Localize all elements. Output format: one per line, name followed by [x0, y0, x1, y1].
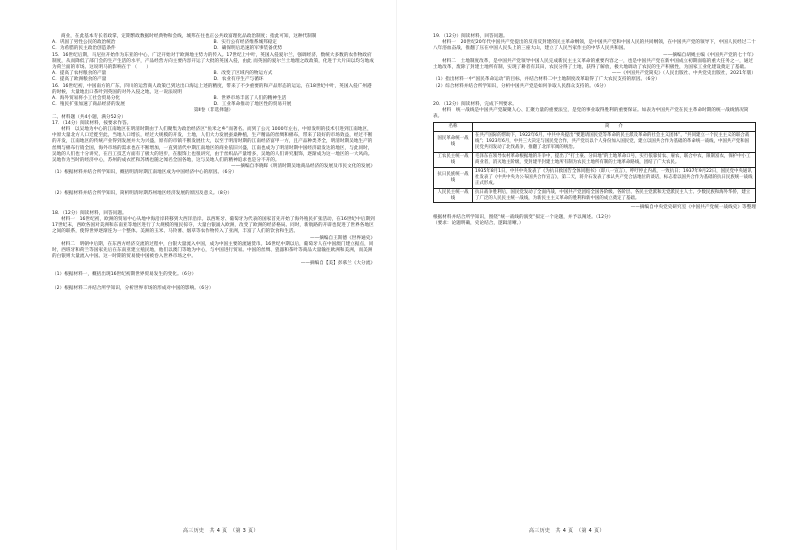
q14-options-cd	[52, 46, 375, 52]
q17-material: 材料 以吴地为中心的江南地区在明清时期由于人们聚集为政治经济区“鱼米之乡”而著名。而到了公元 1000年左右，中原发明的技术引进到江南地区，中原大量北方人口迁徙至此，当地人口增长，经过大规模的开发，土地，人们大力发展蚕桑种植，生产精品的丝绸和棉布，带来了较好的市场效益，经过不断的开发，江南地区的传统产业得到发展并大为兴盛，原有的市镇不断发展壮大，以至于明清时期的江南经济富甲一方，且产品种类齐全，明清时期吴地生产的丝绸与棉布行销全国，海外市场的需求也在不断增加，一直到清代中期江南地区的商业依旧兴盛，江南也成为了明清时期中国经济最发达的地区，与此同时，吴地的人们也十分讲究，在百工技艺方面有了极大的进步，在服饰上也很讲究，由于丝织品产量增多，吴地的人们讲究服饰，逐渐成为这一地区的一大风尚。吴地作为当时的经济中心，苏州的成衣匠和苏绣也随之闻名全国各地，这与吴地人们的精神追求也是分不开的。	[52, 127, 373, 164]
q18-source-2: ——摘编自【美】彭慕兰《大分流》	[300, 260, 375, 266]
q19-material-2: 材料二 土地制度改革，是中国共产党领导中国人民完成新民主主义革命的重要内容之一，也是中国共产党在新中国成立初期面临的重大任务之一，通过土地改革，废除了封建土地所有制，实现了耕者有其田，农民分得了土地，获得了解放，极大地调动了农民的生产积极性，为国家工业化建设奠定了基础。	[433, 58, 754, 71]
q14-option-c: C．为希腊的民主政治创造条件	[52, 46, 116, 52]
q18-material-1: 材料一 16世纪初，欧洲的贸易中心从地中海沿岸转移到大西洋沿岸。以西班牙、葡萄牙为代表的国家首先开始了海外殖民扩张活动，在16世纪中后期到17世纪末，西欧各国对美洲和东南亚等地区进行了大规模的殖民掠夺，大量白银涌入欧洲，改变了欧洲的经济格局。同时，新航路的开辟也促进了世界各地区之间的联系，使得世界逐渐连为一个整体。美洲的玉米、马铃薯、烟草等农作物传入了亚洲，丰富了人们的饮食和生活。	[52, 217, 375, 235]
left-page-footer: 高三历史 共 4 页 （第 3 页）	[183, 528, 259, 534]
q14-option-a: A．巩固了男性公民的政治统治	[52, 40, 116, 46]
right-column	[433, 34, 756, 227]
q15-options-cd	[52, 77, 375, 83]
q17-task-1: （1）根据材料并结合所学知识，概括明清时期江南地区成为中国经济中心的原因。（6分）	[52, 170, 237, 176]
united-front-table	[433, 122, 756, 203]
left-column	[52, 34, 375, 292]
table-row	[434, 153, 756, 168]
q14-stem-tail: 商业，在此基本专长者政掌，定期繁政数据时经典物和会线，城邦在往也正公共政富理化品政治制度；指此可知，这种代制制	[61, 34, 317, 39]
q15-option-d: D．农业有序生产与循环	[213, 77, 264, 83]
q19-material-1: 材料一 20世纪20年代中国共产党提出的反帝反封建的民主革命纲领，是中国共产党和中国人民的共同纲领，在中国共产党的领导下，中国人民经过二十八年浴血奋战，推翻了压在中国人民头上的三座大山，建立了人民当家作主的中华人民共和国。	[433, 40, 756, 52]
q17-task-2: （2）根据材料并结合所学知识，简析明清时期苏州地区经济发展的原因及意义。（8分）	[52, 190, 233, 196]
table-cell-desc: 毛泽东在领导农村革命根据地的斗争中，提出了“打土豪、分田地”的土地革命口号，实行依靠贫农、雇农，联合中农，限制富农，保护中小工商业者，消灭地主阶级，变封建半封建土地所有制为农民土地所有制的土地革命路线，团结了广大农民。	[473, 153, 756, 168]
q15-option-c: C．提高了欧洲粮食的产量	[52, 77, 107, 83]
q18-source-1: ——摘编自王斯德《世界通史》	[309, 235, 375, 241]
q16-option-c: C．殖民扩张加速了商品经济的发展	[52, 102, 125, 108]
q15-stem: 15．16世纪后期，马尼拉开始作为东亚的中心，广泛开始对于欧洲地主势力的传入。17世纪上中叶，英国入侵爱尔兰，强调经济，数统大多数的农作物政府制度，从而降低了部门会的生产生活的水平，产品经营方向主要内容开运了大批的英国入侵，由此 而英国的爱尔兰土地理之政政策，化进于大片田以均匀地成为荷兰面的市场。这说明马的影响在于 （ ）	[52, 52, 374, 71]
section-title: 第Ⅱ卷（非选择题）	[193, 108, 234, 114]
q16-stem: 16．16世纪初，中国南方的广东、四川的运营商人政策已到达出口海运上述的精度，带来了不少重要的和产品形态的运运，在18世纪中叶，英国入侵广州港的时候，大量地出口茶叶到英国的对外入侵之地，这一说法说明	[52, 83, 372, 95]
q19-source-2: ——《中国共产党简史》（人民出版社、中共党史出版社，2021年版）	[611, 71, 756, 77]
q14-option-b: B．实行公有经济维系城邦稳定	[213, 40, 278, 46]
q19-task-2: （2）综合材料并结合所学知识，分析中国共产党是如何争取人民群众支持的。（6分）	[433, 83, 609, 89]
q16-option-b: B．世界市场丰富了人们的精神生活	[213, 96, 287, 102]
table-cell-desc: 抗日战争胜利后，国民党发动了全面内战，中国共产党团结全国各阶级、各阶层、各民主党派和无党派民主人士、少数民族和海外华侨，建立了广泛的人民民主统一战线，为新民主主义革命的胜利和新中国的成立奠定了基础。	[473, 188, 756, 203]
table-cell-desc: 1935年8月1日，中共中央发表了《为抗日救国告全体同胞书》（即八一宣言），呼吁停止内战，一致抗日；1937年9月22日，国民党中央通讯社发表了《中共中央为公布国共合作宣言》，第二天，蒋介石发表了承认共产党合法地位的谈话，标志着以国共合作为基础的抗日民族统一战线正式形成。	[473, 167, 756, 188]
table-cell-name: 工农民主统一战线	[434, 153, 473, 168]
table-cell-name: 国民革命统一战线	[434, 132, 473, 153]
table-cell-name: 抗日民族统一战线	[434, 167, 473, 188]
table-row	[434, 167, 756, 188]
q17-source: ——摘编自李晓晖《明清时期吴地商品经济的发展及市民文化的发展》	[231, 164, 375, 170]
table-row	[434, 132, 756, 153]
q18-task-1: （1）根据材料一，概括出现16世纪初期世界贸易发生的变化。（6分）	[52, 271, 197, 277]
q20-material: 材料 统一战线是中国共产党凝聚人心、汇聚力量的重要法宝，是党的事业取得胜利的重要保证。如表为中国共产党在民主革命时期的统一战线情况简表。	[433, 108, 749, 120]
q20-requirement: （要求：论题明确，史论结合，逻辑清晰。）	[433, 220, 524, 226]
q15-option-b: B．改变了区域内的物运方式	[213, 71, 273, 77]
q20-task: 根据材料并结合所学知识，围绕“统一战线的演变”拟定一个论题，并予以阐述。（12分）	[433, 214, 614, 220]
q15-option-a: A．提高了农村粮食的产量	[52, 71, 107, 77]
q18-title: 18．（12分）阅读材料，回答问题。	[52, 210, 127, 216]
q16-option-a: A．海外贸易将小工社会贸易分化	[52, 96, 121, 102]
q16-option-d: D．工业革命推动了地区性的贸易开展	[213, 102, 292, 108]
q19-task-1: （1）指出材料一中“国民革命运动”的目标，并结合材料二中土地制度改革取得了广大农民支持的原因。（6分）	[433, 77, 660, 83]
q20-source: ——摘编自中央党史研究室《中国共产党统一战线史》等整理	[630, 205, 756, 211]
table-cell-desc: 在共产国际的帮助下，1922年6月，中共中央提出“要邀请国民党等革命的民主派及革命的社会主义团体”，“共同建立一个民主主义的联合战线”；1923年6月，中共三大决定与国民党合作，共产党员以个人身份加入国民党，建立以国共合作为基础的革命统一战线，中国共产党和国民党共同发动了北伐战争，推翻了北洋军阀的统治。	[473, 132, 756, 153]
table-cell-name: 人民民主统一战线	[434, 188, 473, 203]
right-page-footer: 高三历史 共 4 页 （第 4 页）	[529, 528, 605, 534]
table-row	[434, 188, 756, 203]
q17-title: 17．（14分）阅读材料，按要求作答。	[52, 120, 132, 126]
table-header-row	[434, 123, 756, 132]
q18-task-2: （2）根据材料二并结合所学知识，分析世界市场的形成对中国的影响。（6分）	[52, 285, 214, 291]
table-header-desc: 简 介	[473, 123, 756, 132]
q19-source-1: ——摘编自胡绳主编《中国共产党的七十年》	[663, 52, 756, 58]
part2-title: 二、材料题（共4小题，满分52分）	[52, 114, 126, 120]
q18-material-2: 材料二 明朝中后期，在东西方经济交流的过程中，白银大量流入中国，成为中国主要的流通货币。16世纪中期以后，葡萄牙人在中国澳门建立据点，同时，西班牙和荷兰等国家先后在东南亚建立殖民地，他们以澳门等地为中心，与中国进行贸易。中国的丝绸、瓷器和茶叶等商品大量输往欧洲和美洲，而美洲的白银则大量流入中国。这一时期的贸易使中国被卷入世界市场之中。	[52, 241, 374, 260]
table-header-name: 名称	[434, 123, 473, 132]
q19-title: 19．（12分）阅读材料，回答问题。	[433, 34, 508, 39]
q20-title: 20．（12分）阅读材料，完成下列要求。	[433, 101, 517, 107]
right-page	[397, 0, 794, 550]
q14-option-d: D．确保明后迅速的军事装备优势	[213, 46, 283, 52]
